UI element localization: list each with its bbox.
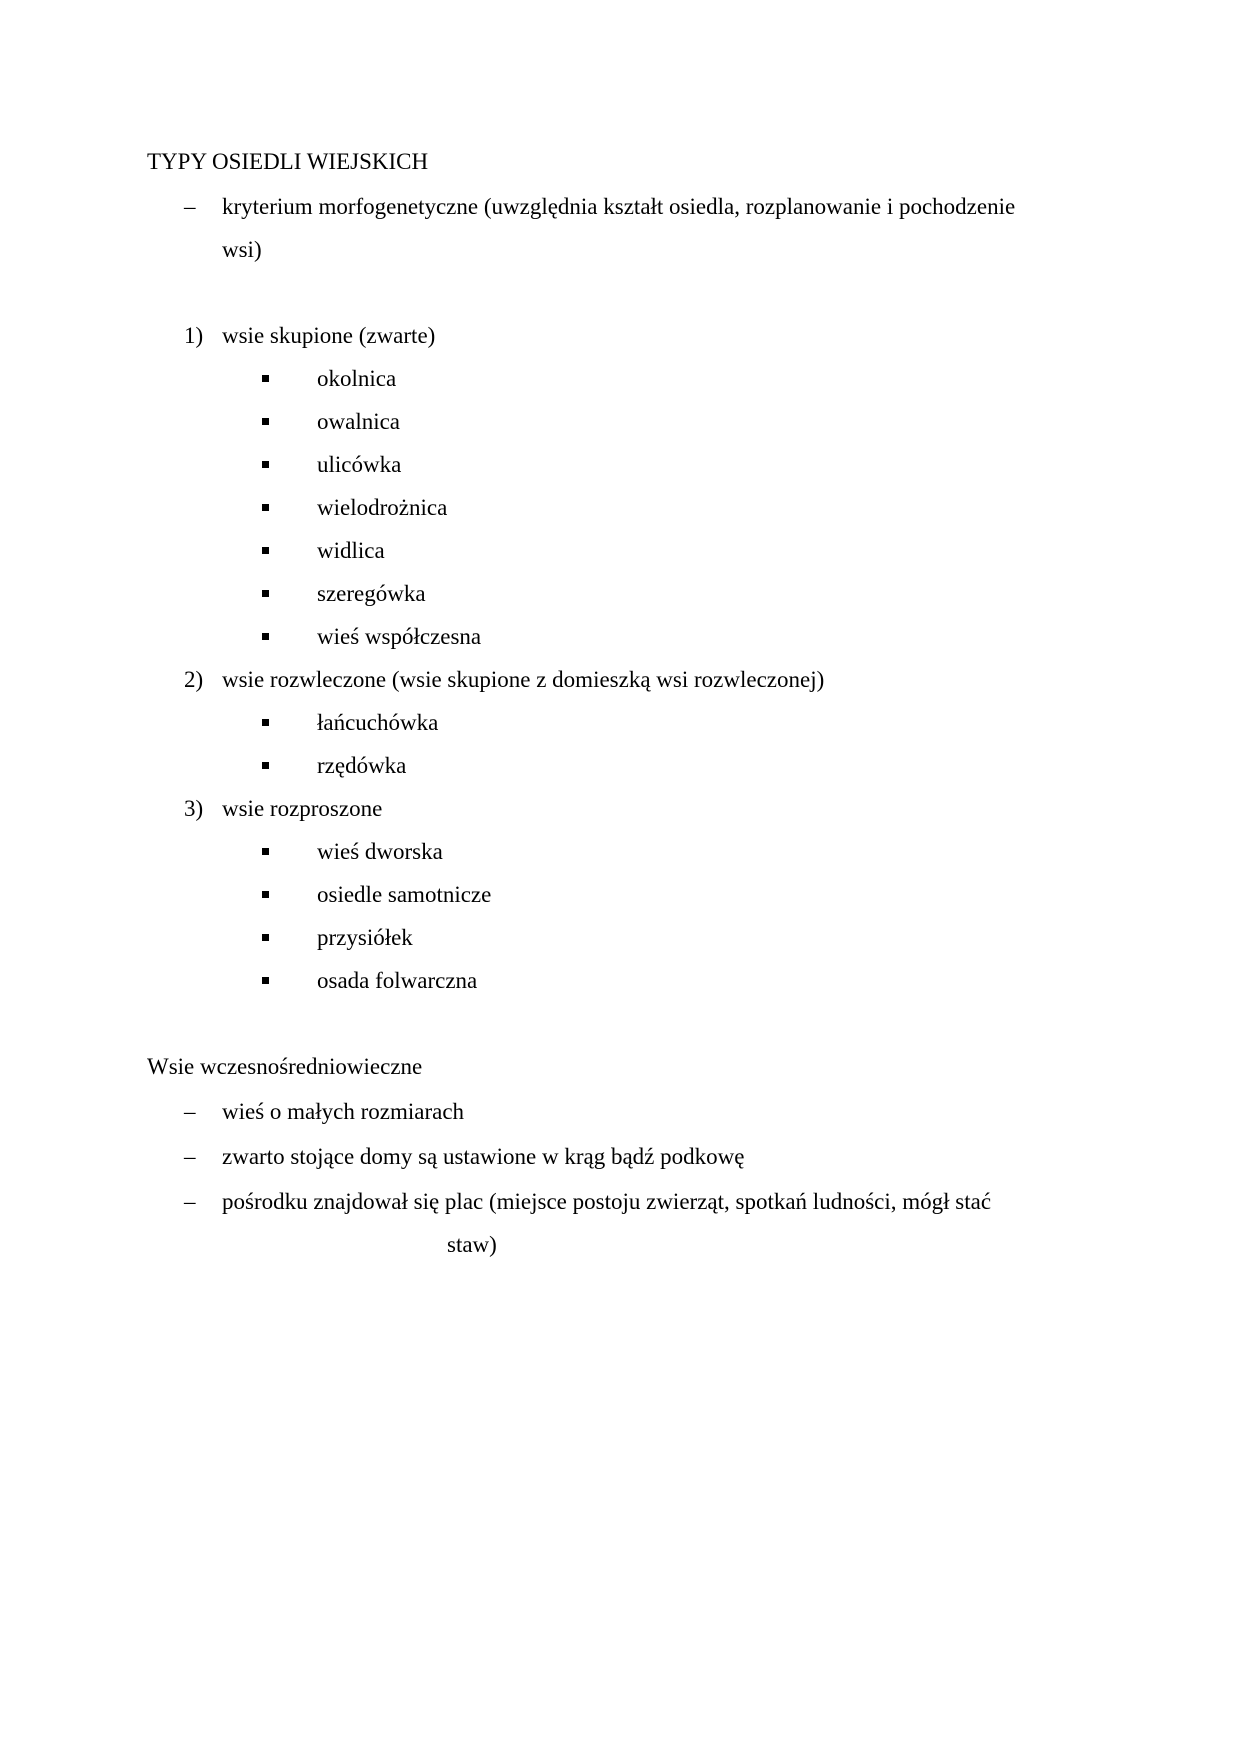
group-label: wsie rozwleczone (wsie skupione z domieszką wsi rozwleczonej) bbox=[222, 667, 825, 692]
bullet-icon bbox=[262, 590, 269, 597]
list-item: wieś dworska bbox=[317, 839, 443, 864]
criterion-text-line-2: wsi) bbox=[222, 237, 262, 262]
bullet-icon bbox=[262, 633, 269, 640]
group-label: wsie rozproszone bbox=[222, 796, 383, 821]
bullet-icon bbox=[262, 934, 269, 941]
bullet-icon bbox=[262, 418, 269, 425]
dash-marker: – bbox=[184, 194, 196, 219]
section-point: wieś o małych rozmiarach bbox=[222, 1099, 465, 1124]
list-item: przysiółek bbox=[317, 925, 413, 950]
bullet-icon bbox=[262, 719, 269, 726]
bullet-icon bbox=[262, 762, 269, 769]
bullet-icon bbox=[262, 547, 269, 554]
section-point-continuation: staw) bbox=[447, 1232, 497, 1257]
dash-marker: – bbox=[184, 1189, 196, 1214]
page-title: TYPY OSIEDLI WIEJSKICH bbox=[147, 149, 429, 174]
list-item: rzędówka bbox=[317, 753, 407, 778]
group-label: wsie skupione (zwarte) bbox=[222, 323, 436, 348]
list-item: osiedle samotnicze bbox=[317, 882, 492, 907]
dash-marker: – bbox=[184, 1099, 196, 1124]
bullet-icon bbox=[262, 977, 269, 984]
group-number: 3) bbox=[184, 796, 204, 821]
bullet-icon bbox=[262, 504, 269, 511]
list-item: owalnica bbox=[317, 409, 401, 434]
group-number: 1) bbox=[184, 323, 204, 348]
list-item: osada folwarczna bbox=[317, 968, 478, 993]
section-heading: Wsie wczesnośredniowieczne bbox=[147, 1054, 423, 1079]
list-item: okolnica bbox=[317, 366, 397, 391]
list-item: łańcuchówka bbox=[317, 710, 439, 735]
criterion-text-line-1: kryterium morfogenetyczne (uwzględnia kształt osiedla, rozplanowanie i pochodzenie bbox=[222, 194, 1016, 219]
bullet-icon bbox=[262, 375, 269, 382]
bullet-icon bbox=[262, 848, 269, 855]
dash-marker: – bbox=[184, 1144, 196, 1169]
section-point: zwarto stojące domy są ustawione w krąg bądź podkowę bbox=[222, 1144, 745, 1169]
section-point: pośrodku znajdował się plac (miejsce postoju zwierząt, spotkań ludności, mógł stać bbox=[222, 1189, 992, 1214]
bullet-icon bbox=[262, 891, 269, 898]
list-item: ulicówka bbox=[317, 452, 402, 477]
group-number: 2) bbox=[184, 667, 204, 692]
list-item: wieś współczesna bbox=[317, 624, 482, 649]
list-item: szeregówka bbox=[317, 581, 426, 606]
list-item: wielodrożnica bbox=[317, 495, 448, 520]
list-item: widlica bbox=[317, 538, 385, 563]
bullet-icon bbox=[262, 461, 269, 468]
